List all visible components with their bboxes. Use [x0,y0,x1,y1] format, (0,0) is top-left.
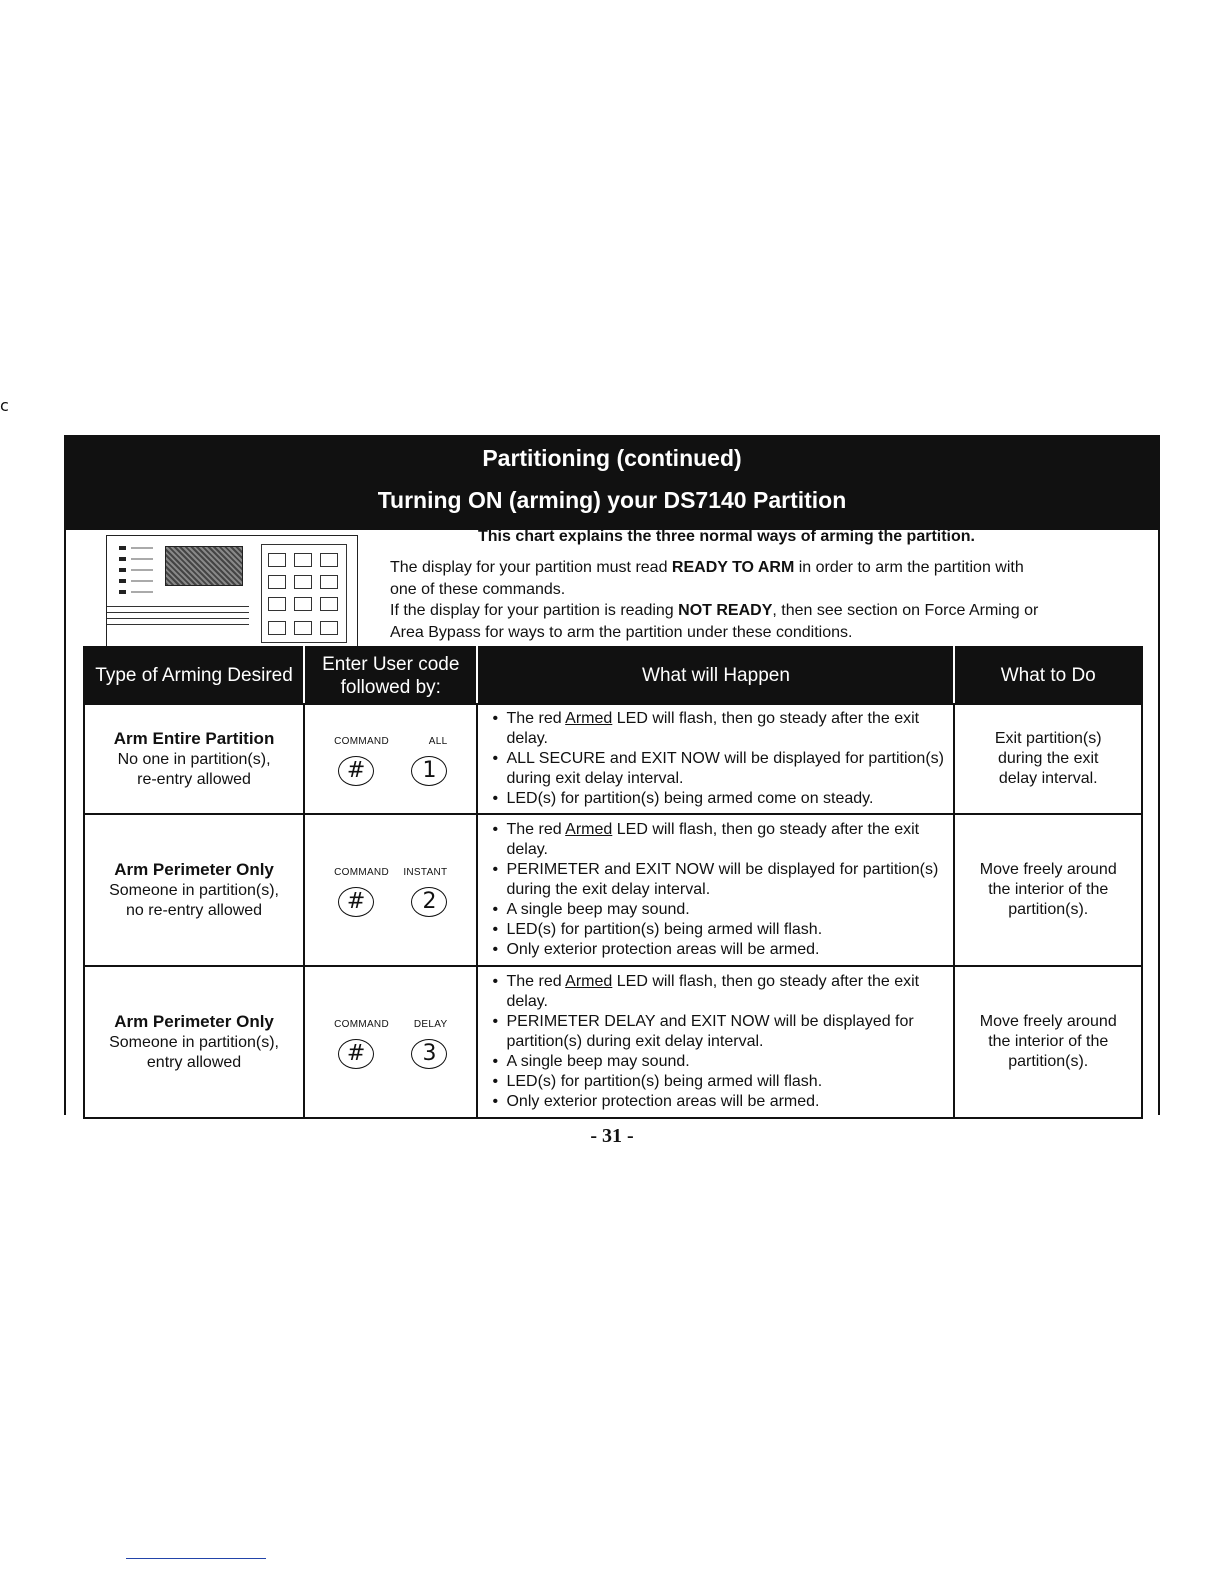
table-row [84,814,1142,966]
hash-key-icon: # [338,887,374,917]
list-item: • LED(s) for partition(s) being armed will flash. [492,920,945,940]
todo-cell: Move freely around the interior of the partition(s). [954,814,1142,966]
type-cell: Arm Perimeter Only Someone in partition(s), no re-entry allowed [84,814,304,966]
page-title: Turning ON (arming) your DS7140 Partition [377,487,847,513]
list-item: • Only exterior protection areas will be armed. [492,940,945,960]
section-title: Partitioning (continued) [482,445,742,471]
hash-key-icon: # [338,1039,374,1069]
happen-cell [477,966,954,1118]
key-label: ALL [428,736,448,747]
table-row [84,966,1142,1118]
intro-paragraph-2: If the display for your partition is reading NOT READY, then see section on Force Arming or Area Bypass for ways to arm the partition under these conditions. [390,602,1039,641]
list-item: • A single beep may sound. [492,900,945,920]
footer-rule [126,1558,266,1559]
left-border [64,530,66,1115]
page-number: - 31 - [590,1125,634,1147]
document-frame [64,435,1160,1115]
list-item: • LED(s) for partition(s) being armed come on steady. [492,789,945,809]
keypad-illustration [106,535,358,650]
list-item: • LED(s) for partition(s) being armed will flash. [492,1072,945,1092]
list-item: • The red Armed LED will flash, then go steady after the exit delay. [492,820,945,860]
right-border [1158,530,1160,1115]
happen-cell [477,814,954,966]
todo-cell: Exit partition(s) during the exit delay interval. [954,704,1142,814]
type-cell: Arm Perimeter Only Someone in partition(s), entry allowed [84,966,304,1118]
stray-mark: c [0,396,9,415]
intro-heading: This chart explains the three normal ways of arming the partition. [478,528,975,545]
list-item: • PERIMETER DELAY and EXIT NOW will be displayed for partition(s) during exit delay interval. [492,1012,945,1052]
hash-key-icon: # [338,756,374,786]
key-label: INSTANT [403,867,448,878]
header-type: Type of Arming Desired [84,647,304,704]
command-label: COMMAND [334,1019,389,1030]
title-banner [64,435,1160,530]
code-cell [304,966,477,1118]
keypad-keys [261,544,347,643]
table-row [84,704,1142,814]
list-item: • Only exterior protection areas will be armed. [492,1092,945,1112]
code-cell [304,814,477,966]
type-cell: Arm Entire Partition No one in partition(s), re-entry allowed [84,704,304,814]
table-header-row [84,647,1142,704]
digit-key-icon: 1 [411,756,447,786]
list-item: • PERIMETER and EXIT NOW will be displayed for partition(s) during the exit delay interval. [492,860,945,900]
command-label: COMMAND [334,736,389,747]
list-item: • The red Armed LED will flash, then go steady after the exit delay. [492,709,945,749]
key-label: DELAY [413,1019,448,1030]
arming-table [83,646,1143,1119]
list-item: • The red Armed LED will flash, then go steady after the exit delay. [492,972,945,1012]
digit-key-icon: 2 [411,887,447,917]
header-happen: What will Happen [477,647,954,704]
keypad-leds [119,546,163,594]
todo-cell: Move freely around the interior of the partition(s). [954,966,1142,1118]
header-code: Enter User code followed by: [304,647,477,704]
happen-cell [477,704,954,814]
keypad-lines [107,606,249,630]
header-todo: What to Do [954,647,1142,704]
command-label: COMMAND [334,867,389,878]
keypad-display [165,546,243,586]
digit-key-icon: 3 [411,1039,447,1069]
list-item: • ALL SECURE and EXIT NOW will be displayed for partition(s) during exit delay interval. [492,749,945,789]
code-cell [304,704,477,814]
intro-paragraph-1: The display for your partition must read READY TO ARM in order to arm the partition with one of these commands. [390,559,1024,598]
list-item: • A single beep may sound. [492,1052,945,1072]
